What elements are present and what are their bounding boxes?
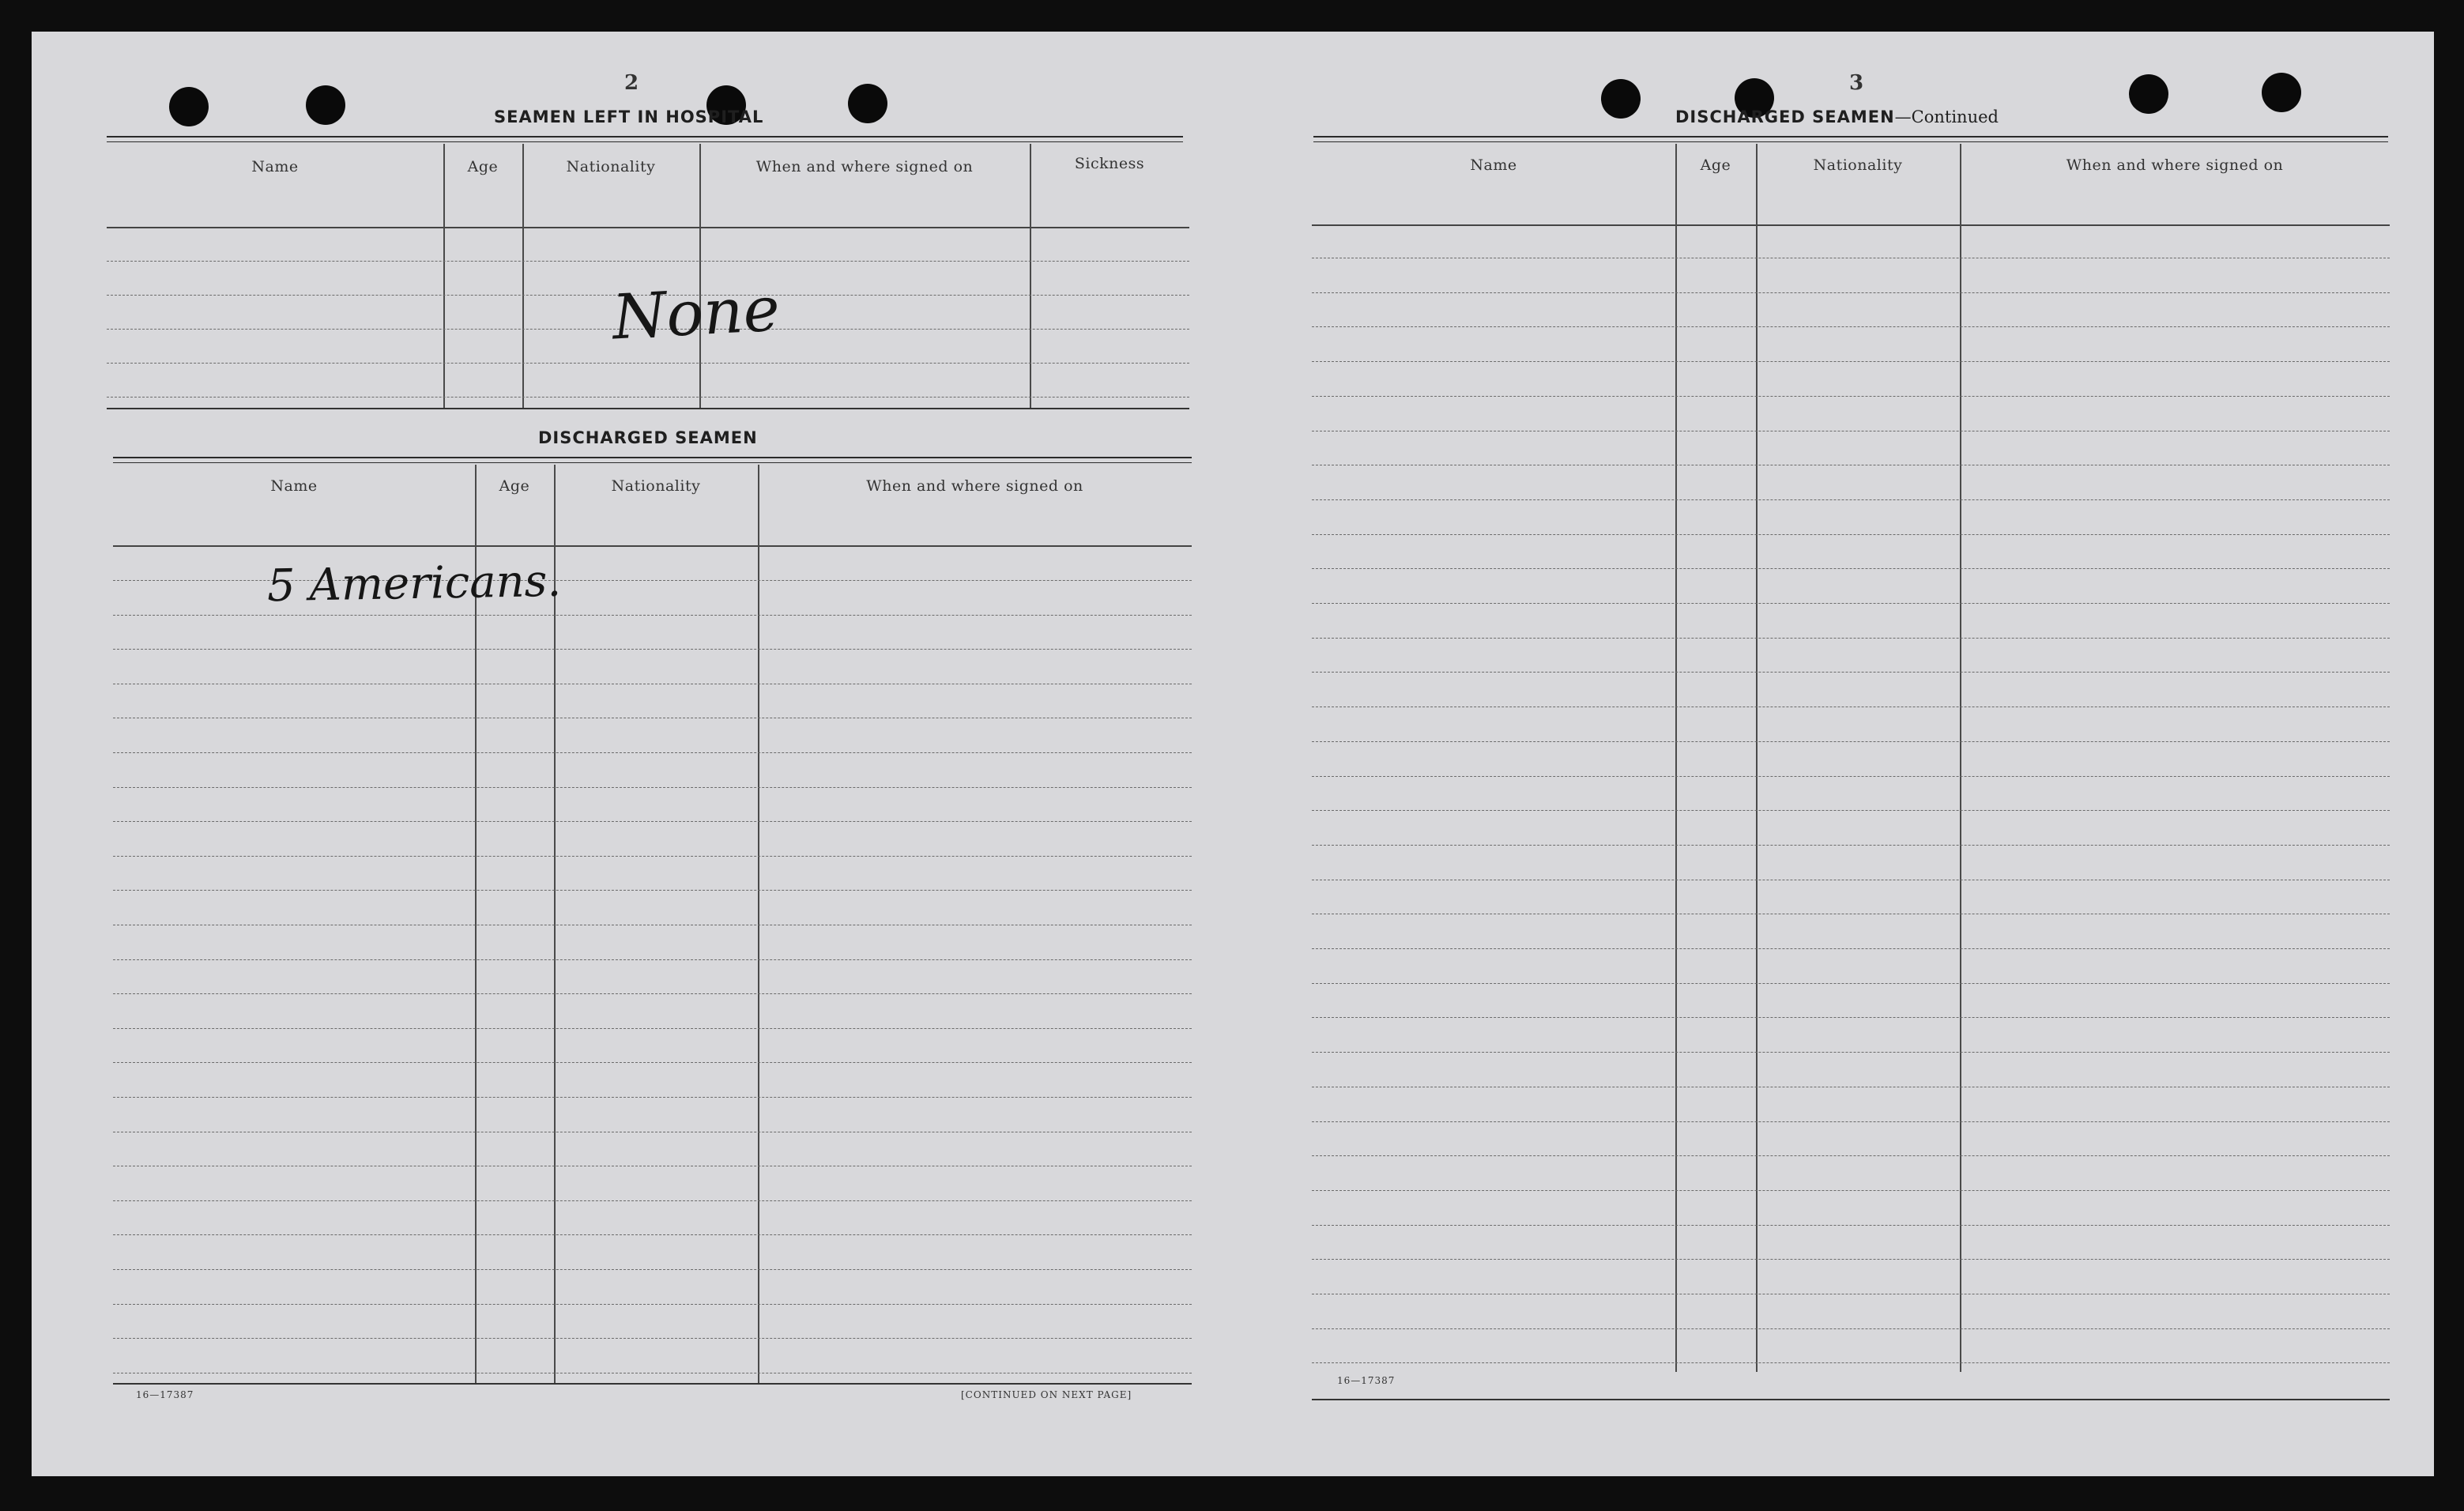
discharged-table-left: [113, 465, 1192, 1388]
table-row: [1312, 292, 2390, 293]
col-header-signed-on: When and where signed on: [2066, 156, 2284, 174]
table-row: [113, 1062, 1192, 1063]
form-number-left: 16—17387: [136, 1389, 194, 1400]
col-header-sickness: Sickness: [1074, 155, 1145, 172]
table-row: [1312, 568, 2390, 569]
handwritten-none: None: [610, 273, 782, 354]
table-row: [1312, 776, 2390, 777]
table-row: [113, 615, 1192, 616]
table-row: [113, 856, 1192, 857]
table-row: [1312, 1155, 2390, 1156]
table-row: [1312, 1328, 2390, 1329]
table-row: [1312, 1121, 2390, 1122]
table-row: [1312, 1017, 2390, 1018]
discharged-section-title: DISCHARGED SEAMEN: [538, 428, 758, 447]
col-header-age: Age: [499, 477, 530, 495]
table-row: [1312, 534, 2390, 535]
table-row: [113, 1028, 1192, 1029]
title-main: DISCHARGED SEAMEN: [1675, 107, 1895, 126]
table-row: [1312, 499, 2390, 500]
table-row: [1312, 1190, 2390, 1191]
table-row: [113, 1269, 1192, 1270]
punch-hole: [306, 85, 345, 125]
col-header-nationality: Nationality: [611, 477, 701, 495]
table-row: [113, 959, 1192, 960]
table-row: [113, 787, 1192, 788]
punch-hole: [2262, 73, 2301, 112]
col-header-signed-on: When and where signed on: [755, 158, 974, 175]
col-header-name: Name: [251, 158, 299, 175]
hospital-section-title: SEAMEN LEFT IN HOSPITAL: [494, 107, 764, 126]
page-number-left: 2: [624, 71, 639, 95]
table-row: [113, 752, 1192, 753]
table-row: [113, 1304, 1192, 1305]
table-row: [1312, 1259, 2390, 1260]
col-header-nationality: Nationality: [566, 158, 656, 175]
table-row: [1312, 1052, 2390, 1053]
col-header-age: Age: [467, 158, 499, 175]
continued-note: [CONTINUED ON NEXT PAGE]: [961, 1389, 1132, 1400]
table-row: [1312, 396, 2390, 397]
title-suffix: —Continued: [1894, 107, 1999, 126]
table-row: [1312, 603, 2390, 604]
table-row: [1312, 983, 2390, 984]
table-row: [107, 363, 1189, 364]
table-row: [1312, 948, 2390, 949]
discharged-title-rule: [113, 457, 1192, 463]
punch-hole: [1601, 79, 1641, 119]
table-row: [1312, 326, 2390, 327]
table-row: [113, 890, 1192, 891]
table-row: [1312, 361, 2390, 362]
table-row: [113, 1234, 1192, 1235]
form-number-right: 16—17387: [1337, 1375, 1396, 1386]
col-header-name: Name: [270, 477, 318, 495]
table-row: [1312, 638, 2390, 639]
table-row: [113, 1200, 1192, 1201]
table-row: [113, 1338, 1192, 1339]
punch-hole: [848, 84, 887, 123]
discharged-table-right: [1312, 144, 2390, 1377]
hospital-table: [107, 144, 1189, 409]
punch-hole: [2129, 74, 2168, 114]
col-header-name: Name: [1470, 156, 1517, 174]
table-row: [107, 397, 1189, 398]
page-number-right: 3: [1849, 71, 1864, 95]
right-title-rule: [1313, 136, 2388, 142]
discharged-continued-title: [1675, 107, 1999, 126]
hospital-title-rule: [107, 136, 1183, 142]
table-row: [113, 649, 1192, 650]
table-row: [1312, 810, 2390, 811]
document-sheet: [32, 32, 2434, 1476]
punch-hole: [169, 87, 209, 126]
table-row: [1312, 1362, 2390, 1363]
table-row: [1312, 672, 2390, 673]
handwritten-americans: 5 Americans.: [266, 555, 562, 612]
table-row: [107, 261, 1189, 262]
col-header-signed-on: When and where signed on: [866, 477, 1083, 495]
col-header-age: Age: [1700, 156, 1731, 174]
table-row: [113, 993, 1192, 994]
table-row: [1312, 1225, 2390, 1226]
table-row: [1312, 741, 2390, 742]
table-row: [113, 821, 1192, 822]
col-header-nationality: Nationality: [1813, 156, 1903, 174]
table-row: [113, 1097, 1192, 1098]
table-row: [1312, 845, 2390, 846]
